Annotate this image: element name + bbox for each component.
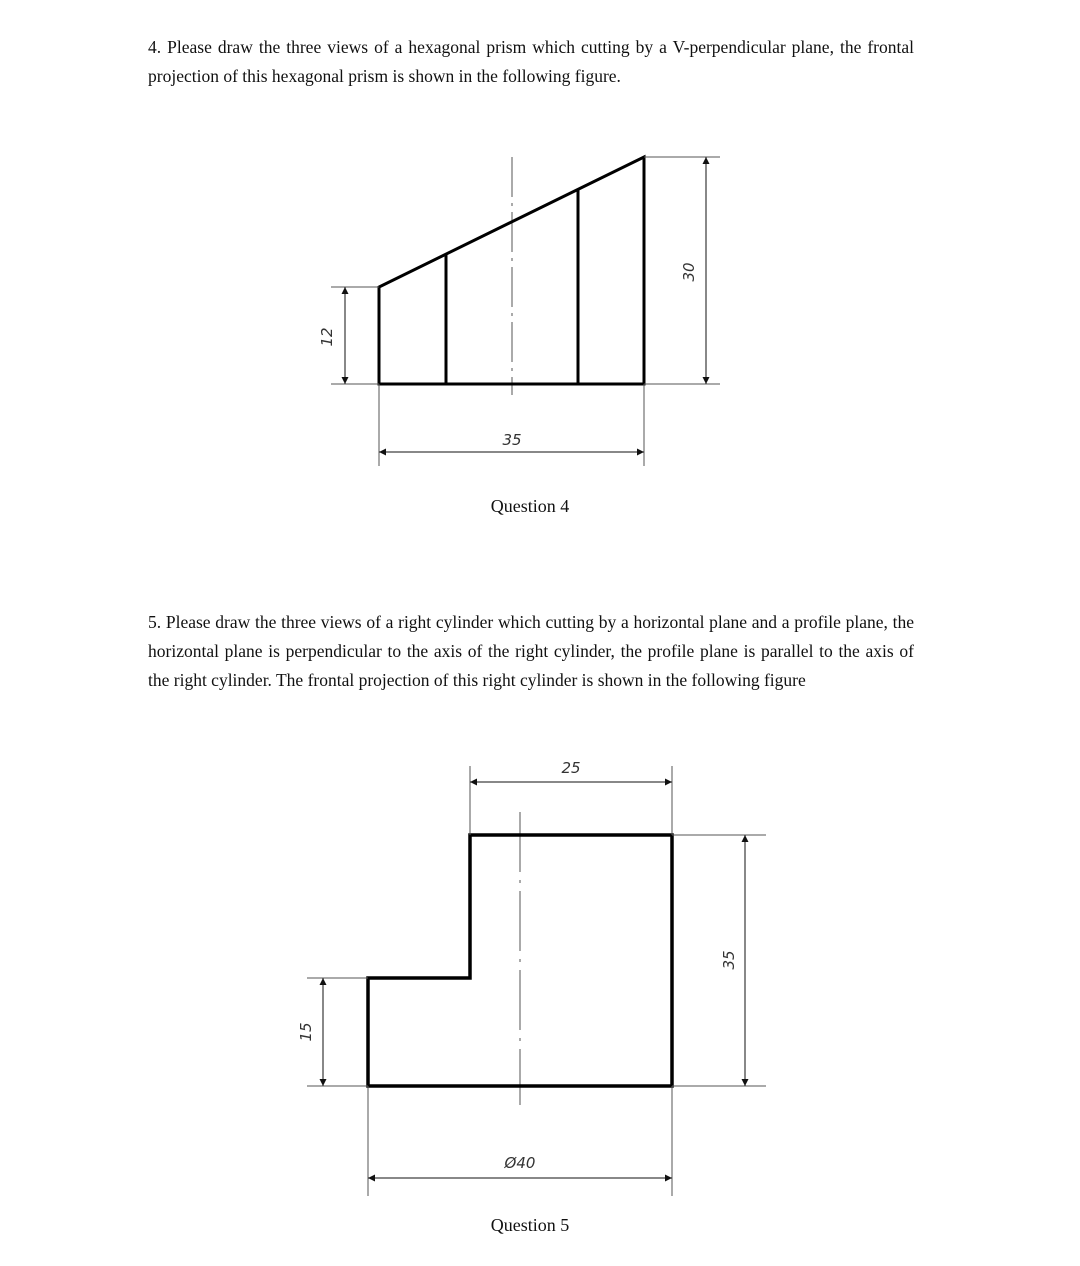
q5-figure xyxy=(297,759,766,1196)
q4-dim-right-label: 30 xyxy=(680,262,698,282)
question-5-text: 5. Please draw the three views of a right cylinder which cutting by a horizontal plane and a profile plane, the horizontal plane is perpendicular to the axis of the right cylinder, the profile plane is parallel to the axis of the right cylinder. The frontal projection of this right cylinder is shown in the following figure xyxy=(148,612,914,690)
q5-dim-top-label: 25 xyxy=(561,759,581,777)
question-5-caption: Question 5 xyxy=(490,1215,570,1235)
question-4-text: 4. Please draw the three views of a hexagonal prism which cutting by a V-perpendicular plane, the frontal projection of this hexagonal prism is shown in the following figure. xyxy=(148,37,914,86)
q5-dim-right-label: 35 xyxy=(720,950,738,970)
q5-dim-left-label: 15 xyxy=(297,1022,315,1042)
question-4-caption: Question 4 xyxy=(490,496,570,516)
q5-dim-bottom-label: Ø40 xyxy=(504,1154,536,1172)
q4-dim-left-label: 12 xyxy=(318,327,336,347)
q4-dim-bottom-label: 35 xyxy=(502,431,522,449)
q4-figure xyxy=(318,157,720,466)
